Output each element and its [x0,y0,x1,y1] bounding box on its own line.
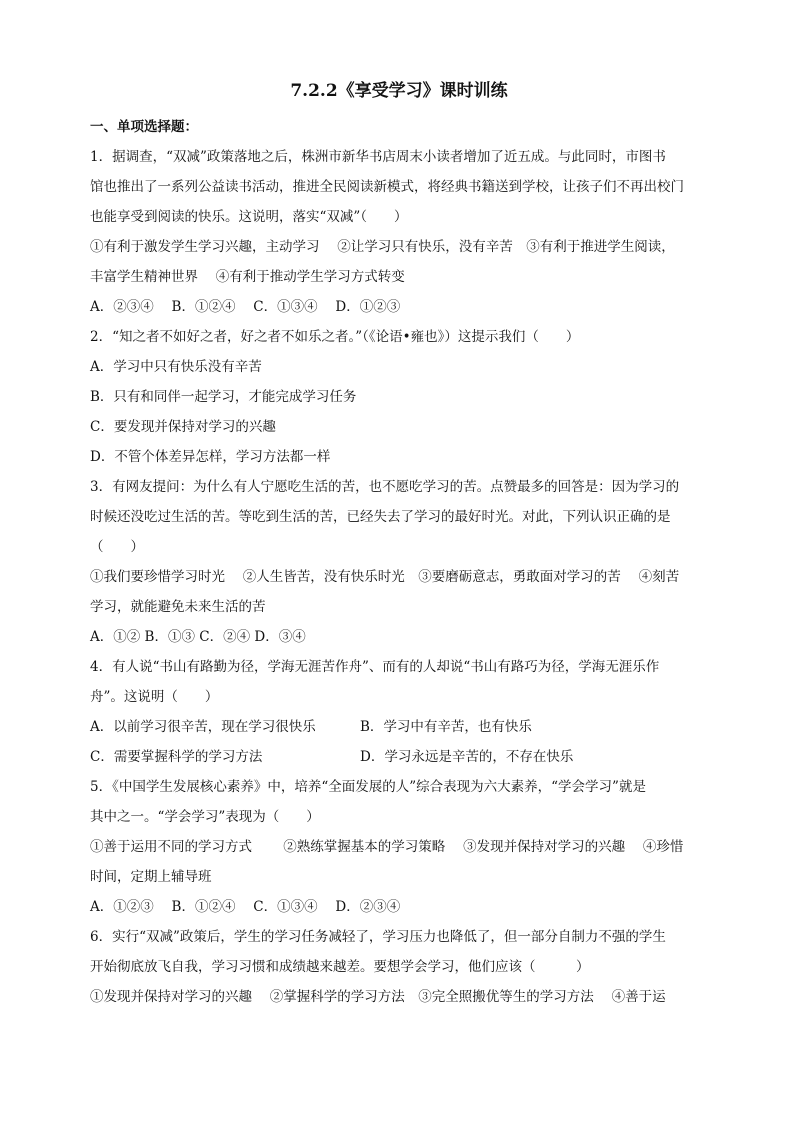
question-2 [90,322,708,472]
answer-choices: A．①②③ B．①②④ C．①③④ D．②③④ [90,899,401,915]
choice-a: A．学习中只有快乐没有辛苦 [90,359,262,375]
question-1 [90,142,708,322]
document-page [90,78,708,1012]
statement-line: ①我们要珍惜学习时光 ②人生皆苦，没有快乐时光 ③要磨砺意志，勇敢面对学习的苦 ④刻苦 [90,569,680,585]
question-4 [90,652,708,772]
page-title: 7.2.2《享受学习》课时训练 [290,81,508,101]
question-stem-line: 舟”。这说明（ ） [90,689,219,705]
question-stem-line: 也能享受到阅读的快乐。这说明，落实“双减”（ ） [90,209,408,225]
answer-choices: A．②③④ B．①②④ C．①③④ D．①②③ [90,299,401,315]
question-stem-line: 时候还没吃过生活的苦。等吃到生活的苦，已经失去了学习的最好时光。对此，下列认识正确的是 [90,509,671,525]
question-stem-line: 4．有人说“书山有路勤为径，学海无涯苦作舟”、而有的人却说“书山有路巧为径，学海无涯乐作 [90,659,660,675]
question-stem-line: 1．据调查，“双减”政策落地之后，株洲市新华书店周末小读者增加了近五成。与此同时，市图书 [90,149,666,165]
question-stem-line: 6．实行“双减”政策后，学生的学习任务减轻了，学习压力也降低了，但一部分自制力不强的学生 [90,929,666,945]
statement-line: ①善于运用不同的学习方式 ②熟练掌握基本的学习策略 ③发现并保持对学习的兴趣 ④珍惜 [90,839,684,855]
choice-b: B．学习中有辛苦，也有快乐 [360,719,532,735]
question-6 [90,922,708,1012]
choice-c: C．要发现并保持对学习的兴趣 [90,419,276,435]
choice-b: B．只有和同伴一起学习，才能完成学习任务 [90,389,357,405]
question-stem-line: 馆也推出了一系列公益读书活动，推进全民阅读新模式，将经典书籍送到学校，让孩子们不再出校门 [90,179,684,195]
choice-row [90,742,708,772]
question-5 [90,772,708,922]
choice-a: A．以前学习很辛苦，现在学习很快乐 [90,719,316,735]
answer-choices: A．①② B．①③ C．②④ D．③④ [90,629,306,645]
question-stem-line: 2．“知之者不如好之者，好之者不如乐之者。”（《论语•雍也》）这提示我们（ ） [90,329,580,345]
question-stem-line: 开始彻底放飞自我，学习习惯和成绩越来越差。要想学会学习，他们应该（ ） [90,959,590,975]
statement-line: 时间，定期上辅导班 [90,869,212,885]
section-heading: 一、单项选择题： [90,119,198,135]
statement-line: 学习，就能避免未来生活的苦 [90,599,266,615]
choice-row [90,712,708,742]
question-stem-line: 5．《中国学生发展核心素养》中，培养“全面发展的人”综合表现为六大素养，“学会学习”就是 [90,779,646,795]
statement-line: 丰富学生精神世界 ④有利于推动学生学习方式转变 [90,269,405,285]
choice-c: C．需要掌握科学的学习方法 [90,749,263,765]
question-3 [90,472,708,652]
statement-line: ①发现并保持对学习的兴趣 ②掌握科学的学习方法 ③完全照搬优等生的学习方法 ④善于运 [90,989,666,1005]
choice-d: D．学习永远是辛苦的，不存在快乐 [360,749,574,765]
question-stem-line: （ ） [90,539,144,555]
statement-line: ①有利于激发学生学习兴趣，主动学习 ②让学习只有快乐，没有辛苦 ③有利于推进学生阅读， [90,239,675,255]
choice-d: D．不管个体差异怎样，学习方法都一样 [90,449,331,465]
question-stem-line: 3．有网友提问：为什么有人宁愿吃生活的苦，也不愿吃学习的苦。点赞最多的回答是：因为学习的 [90,479,680,495]
question-stem-line: 其中之一。“学会学习”表现为（ ） [90,809,320,825]
